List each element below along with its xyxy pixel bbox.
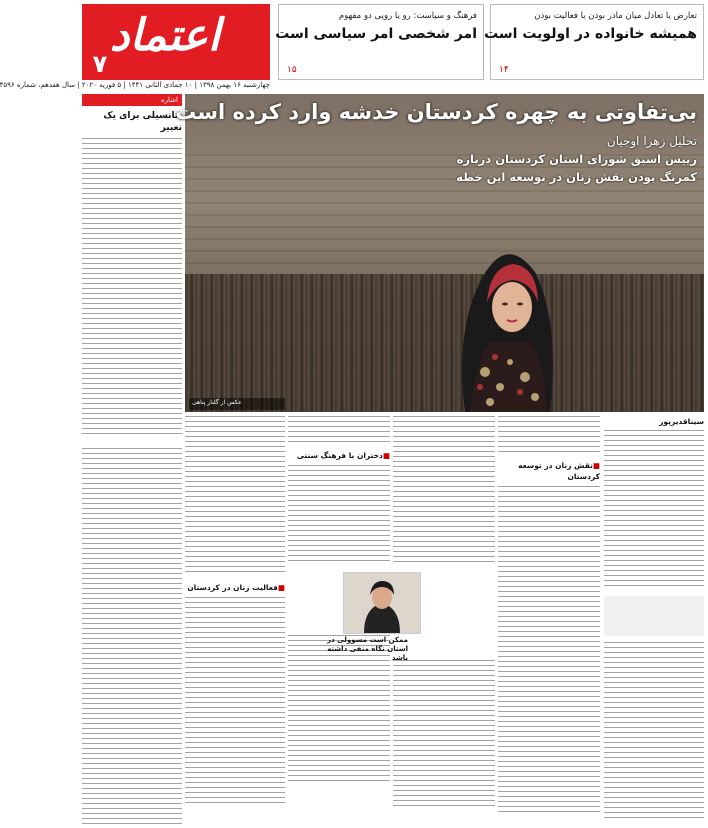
photo-caption: عکس از گلنار پناهی bbox=[189, 398, 285, 410]
section-subhead: ■فعالیت زنان در کردستان bbox=[187, 583, 285, 592]
column-author: سیناقدیرپور bbox=[659, 417, 704, 426]
woman-figure bbox=[435, 212, 575, 412]
body-text-block bbox=[288, 465, 390, 565]
headline: بی‌تفاوتی به چهره کردستان خدشه وارد کرده است bbox=[175, 100, 697, 124]
masthead-logo-box bbox=[82, 4, 270, 80]
teaser-title: امر شخصی امر سیاسی است bbox=[275, 26, 477, 42]
section-subhead: ■دختران با فرهنگ سنتی bbox=[296, 451, 390, 460]
teaser-kicker: تعارض یا تعادل میان مادر بودن یا فعالیت بودن bbox=[534, 11, 697, 21]
body-text-block bbox=[393, 416, 495, 566]
body-text-block bbox=[185, 416, 285, 576]
teaser-kicker: فرهنگ و سیاست: رو یا رویی دو مفهوم bbox=[338, 11, 477, 21]
article-column-2 bbox=[498, 416, 600, 816]
body-text-block bbox=[604, 642, 704, 822]
teaser-page: ۱۵ bbox=[287, 65, 297, 75]
body-text-block bbox=[604, 430, 704, 590]
newspaper-logo: اعتماد bbox=[109, 10, 221, 61]
body-text-block bbox=[393, 660, 495, 810]
teaser-box-2[interactable] bbox=[275, 4, 484, 80]
body-text-block bbox=[498, 416, 600, 456]
body-text-block bbox=[288, 416, 390, 446]
page-number: ۷ bbox=[92, 50, 108, 78]
column-title: پتانسیلی برای یک تغییر bbox=[103, 111, 182, 133]
subheadline-1: رییس اسبق شورای استان کردستان درباره bbox=[456, 152, 697, 166]
teaser-title: همیشه خانواده در اولویت است bbox=[484, 26, 697, 42]
left-column bbox=[82, 94, 182, 816]
byline: تحلیل زهرا اوجیان bbox=[606, 134, 697, 148]
body-text-block bbox=[498, 486, 600, 816]
body-text-block bbox=[82, 138, 182, 438]
subheadline-2: کمرنگ بودن نقش زنان در توسعه این خطه bbox=[456, 170, 697, 184]
section-label: اشاره bbox=[82, 94, 182, 106]
section-subhead: ■نقش زنان در توسعه کردستان bbox=[518, 461, 600, 481]
pull-quote: ممکن است مسوولی در استان نگاه منفی داشته باشد bbox=[327, 636, 408, 662]
body-text-block bbox=[185, 597, 285, 807]
highlight-block bbox=[604, 596, 704, 636]
author-portrait bbox=[343, 572, 421, 634]
article-column-1 bbox=[604, 416, 704, 816]
teaser-page: ۱۴ bbox=[499, 65, 509, 75]
hero-photo bbox=[175, 94, 704, 412]
article-column-5 bbox=[185, 416, 285, 816]
dateline: چهارشنبه ۱۶ بهمن ۱۳۹۸ | ۱۰ جمادی الثانی ۱۴۴۱ | ۵ فوریه ۲۰۲۰ | سال هفدهم، شماره ۴۵۹۶ bbox=[0, 81, 270, 89]
teaser-box-1[interactable] bbox=[484, 4, 704, 80]
body-text-block bbox=[82, 448, 182, 828]
